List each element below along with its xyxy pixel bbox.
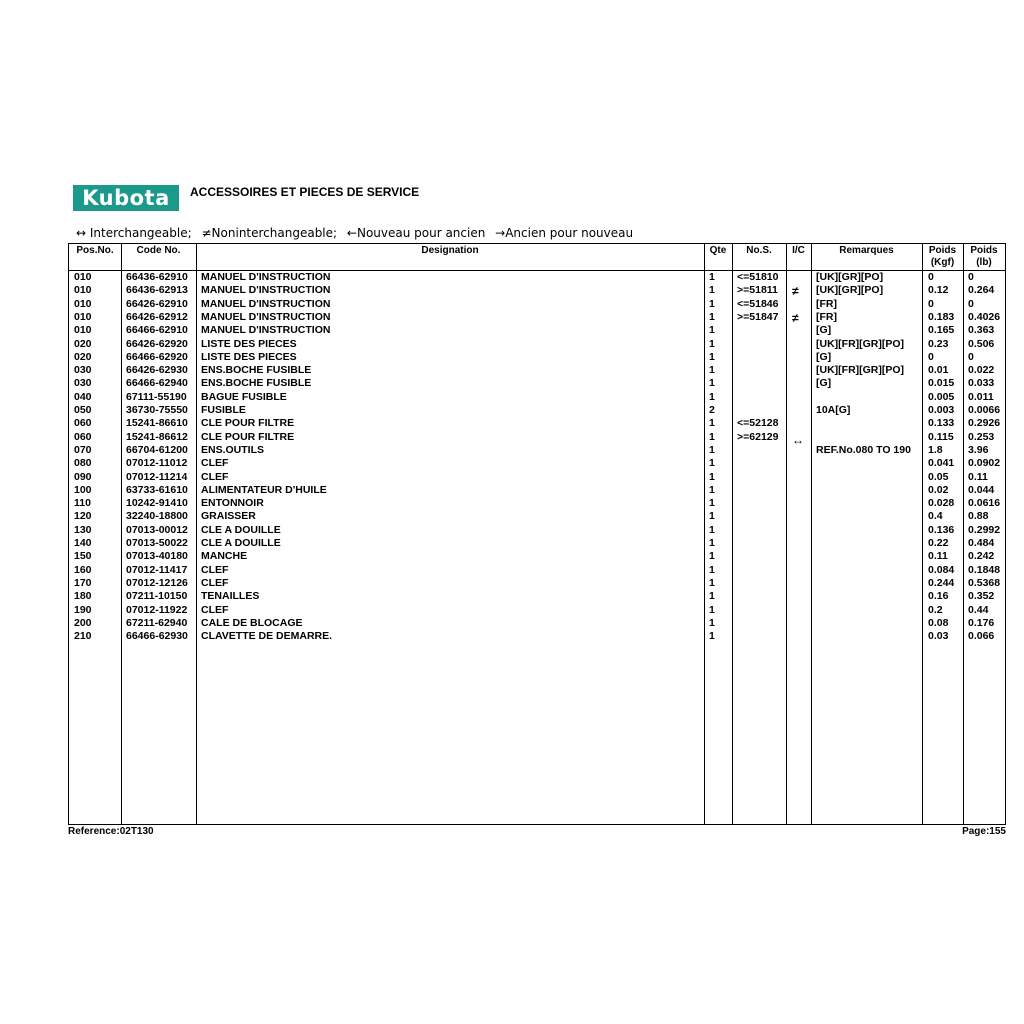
cell-kgf: 0.005 <box>928 390 955 403</box>
legend-interchangeable: ↔ Interchangeable; <box>76 226 192 240</box>
cell-qte: 1 <box>709 576 715 589</box>
cell-designation: CLE A DOUILLE <box>201 523 281 536</box>
cell-code: 66426-62912 <box>126 310 188 323</box>
cell-kgf: 0.22 <box>928 537 949 549</box>
legend <box>76 226 639 240</box>
cell-designation: CLEF <box>201 470 229 483</box>
cell-kgf: 0.4 <box>928 510 943 523</box>
cell-designation: MANUEL D'INSTRUCTION <box>201 310 331 323</box>
cell-code: 66426-62910 <box>126 297 188 310</box>
cell-lb: 0 <box>968 271 974 283</box>
cell-qte: 1 <box>709 457 715 470</box>
cell-code: 15241-86610 <box>126 417 188 430</box>
cell-code: 66466-62940 <box>126 377 188 390</box>
column-header-code: Code No. <box>136 245 181 256</box>
cell-pos: 080 <box>74 457 92 470</box>
table-row <box>69 617 1005 630</box>
cell-qte: 1 <box>709 470 715 483</box>
cell-code: 36730-75550 <box>126 404 188 416</box>
cell-designation: LISTE DES PIECES <box>201 337 297 350</box>
cell-remarques: REF.No.080 TO 190 <box>816 443 911 456</box>
table-row <box>69 338 1005 351</box>
cell-code: 07012-11012 <box>126 457 188 470</box>
table-row <box>69 298 1005 311</box>
cell-qte: 1 <box>709 563 715 576</box>
cell-pos: 070 <box>74 443 92 456</box>
cell-qte: 1 <box>709 337 715 350</box>
cell-designation: ENS.OUTILS <box>201 443 265 456</box>
cell-pos: 010 <box>74 284 92 297</box>
cell-pos: 020 <box>74 350 92 363</box>
table-row <box>69 510 1005 523</box>
cell-nos: <=51810 <box>737 271 779 283</box>
cell-code: 66466-62930 <box>126 630 188 643</box>
cell-code: 66426-62920 <box>126 337 188 350</box>
cell-lb: 3.96 <box>968 443 989 456</box>
column-header-designation: Designation <box>421 245 479 256</box>
cell-designation: CLEF <box>201 576 229 589</box>
cell-qte: 1 <box>709 417 715 430</box>
cell-lb: 0.033 <box>968 377 995 390</box>
column-header-pos: Pos.No. <box>76 245 114 256</box>
cell-pos: 010 <box>74 271 92 283</box>
cell-pos: 100 <box>74 483 92 496</box>
column-header-kgf: Poids (Kgf) <box>928 245 957 268</box>
cell-designation: MANUEL D'INSTRUCTION <box>201 297 331 310</box>
cell-remarques: [UK][GR][PO] <box>816 271 884 283</box>
table-row <box>69 590 1005 603</box>
cell-code: 66466-62920 <box>126 350 188 363</box>
table-row <box>69 524 1005 537</box>
cell-kgf: 0.12 <box>928 284 949 297</box>
table-row <box>69 404 1005 417</box>
column-header-remarques: Remarques <box>839 245 894 256</box>
table-row <box>69 324 1005 337</box>
cell-kgf: 0 <box>928 271 934 283</box>
cell-kgf: 0.136 <box>928 523 955 536</box>
cell-code: 07013-00012 <box>126 523 188 536</box>
cell-nos: >=51847 <box>737 310 779 323</box>
cell-qte: 1 <box>709 603 715 616</box>
page-number: Page:155 <box>962 826 1006 837</box>
parts-table <box>68 243 1006 825</box>
table-row <box>69 484 1005 497</box>
cell-nos: >=51811 <box>737 284 778 297</box>
cell-lb: 0.2992 <box>968 523 1001 536</box>
cell-remarques: [UK][GR][PO] <box>816 284 884 297</box>
cell-code: 67211-62940 <box>126 616 188 629</box>
cell-kgf: 0.03 <box>928 630 949 643</box>
cell-lb: 0.066 <box>968 630 995 643</box>
cell-qte: 1 <box>709 590 715 603</box>
reference-number: Reference:02T130 <box>68 826 154 837</box>
cell-designation: ALIMENTATEUR D'HUILE <box>201 483 327 496</box>
cell-qte: 1 <box>709 497 715 510</box>
cell-remarques: [UK][FR][GR][PO] <box>816 337 905 350</box>
cell-pos: 180 <box>74 590 92 603</box>
cell-remarques: [G] <box>816 377 832 390</box>
cell-designation: MANUEL D'INSTRUCTION <box>201 271 331 283</box>
cell-qte: 1 <box>709 483 715 496</box>
cell-pos: 200 <box>74 616 92 629</box>
cell-lb: 0.1848 <box>968 563 1001 576</box>
cell-code: 66704-61200 <box>126 443 188 456</box>
cell-designation: CLEF <box>201 457 229 470</box>
table-row <box>69 577 1005 590</box>
cell-lb: 0.0066 <box>968 404 1001 416</box>
cell-kgf: 0.133 <box>928 417 955 430</box>
cell-designation: MANUEL D'INSTRUCTION <box>201 324 331 337</box>
cell-qte: 1 <box>709 364 715 377</box>
table-row <box>69 444 1005 457</box>
cell-lb: 0.022 <box>968 364 995 377</box>
cell-qte: 2 <box>709 404 715 416</box>
cell-qte: 1 <box>709 523 715 536</box>
cell-nos: <=51846 <box>737 297 779 310</box>
cell-remarques: [UK][FR][GR][PO] <box>816 364 905 377</box>
cell-code: 07012-12126 <box>126 576 188 589</box>
cell-lb: 0.044 <box>968 483 995 496</box>
cell-code: 66466-62910 <box>126 324 188 337</box>
cell-qte: 1 <box>709 537 715 549</box>
cell-designation: MANCHE <box>201 550 248 563</box>
cell-qte: 1 <box>709 630 715 643</box>
cell-lb: 0.253 <box>968 430 995 443</box>
cell-lb: 0.363 <box>968 324 995 337</box>
cell-pos: 060 <box>74 430 92 443</box>
cell-qte: 1 <box>709 284 715 297</box>
kubota-logo: Kubota <box>73 185 179 211</box>
cell-pos: 040 <box>74 390 92 403</box>
cell-code: 32240-18800 <box>126 510 188 523</box>
cell-designation: GRAISSER <box>201 510 256 523</box>
cell-qte: 1 <box>709 550 715 563</box>
cell-remarques: 10A[G] <box>816 404 851 416</box>
table-row <box>69 471 1005 484</box>
cell-designation: ENS.BOCHE FUSIBLE <box>201 364 312 377</box>
table-row <box>69 630 1005 643</box>
cell-qte: 1 <box>709 430 715 443</box>
cell-code: 66426-62930 <box>126 364 188 377</box>
cell-lb: 0.0902 <box>968 457 1001 470</box>
cell-lb: 0.0616 <box>968 497 1001 510</box>
cell-lb: 0.264 <box>968 284 995 297</box>
cell-designation: CLEF <box>201 563 229 576</box>
cell-qte: 1 <box>709 324 715 337</box>
cell-designation: CLEF <box>201 603 229 616</box>
cell-lb: 0.5368 <box>968 576 1001 589</box>
cell-kgf: 0.05 <box>928 470 949 483</box>
table-row <box>69 564 1005 577</box>
legend-noninterchangeable: ≠Noninterchangeable; <box>201 226 338 240</box>
page-title: ACCESSOIRES ET PIECES DE SERVICE <box>190 185 420 199</box>
cell-lb: 0.2926 <box>968 417 1001 430</box>
cell-code: 07012-11214 <box>126 470 188 483</box>
cell-lb: 0.242 <box>968 550 995 563</box>
column-header-qte: Qte <box>709 245 727 256</box>
cell-designation: ENTONNOIR <box>201 497 264 510</box>
cell-pos: 090 <box>74 470 92 483</box>
cell-kgf: 0.015 <box>928 377 955 390</box>
cell-kgf: 0.23 <box>928 337 949 350</box>
cell-lb: 0.011 <box>968 390 994 403</box>
cell-qte: 1 <box>709 390 715 403</box>
cell-pos: 010 <box>74 310 92 323</box>
cell-lb: 0.484 <box>968 537 995 549</box>
cell-kgf: 0.041 <box>928 457 955 470</box>
cell-code: 10242-91410 <box>126 497 188 510</box>
cell-code: 07012-11922 <box>126 603 188 616</box>
cell-pos: 010 <box>74 324 92 337</box>
cell-nos: <=52128 <box>737 417 779 430</box>
cell-pos: 210 <box>74 630 92 643</box>
table-row <box>69 457 1005 470</box>
table-row <box>69 377 1005 390</box>
cell-designation: CLE POUR FILTRE <box>201 417 295 430</box>
cell-pos: 060 <box>74 417 92 430</box>
cell-lb: 0.352 <box>968 590 995 603</box>
cell-designation: ENS.BOCHE FUSIBLE <box>201 377 312 390</box>
cell-lb: 0.88 <box>968 510 989 523</box>
cell-lb: 0.176 <box>968 616 995 629</box>
cell-designation: CLAVETTE DE DEMARRE. <box>201 630 333 643</box>
cell-kgf: 0 <box>928 350 934 363</box>
cell-kgf: 0.08 <box>928 616 949 629</box>
cell-designation: BAGUE FUSIBLE <box>201 390 287 403</box>
cell-nos: >=62129 <box>737 430 779 443</box>
cell-kgf: 0.003 <box>928 404 955 416</box>
cell-code: 63733-61610 <box>126 483 188 496</box>
legend-old-for-new: →Ancien pour nouveau <box>495 226 634 240</box>
cell-code: 07013-50022 <box>126 537 188 549</box>
cell-pos: 160 <box>74 563 92 576</box>
cell-code: 66436-62910 <box>126 271 188 283</box>
cell-kgf: 0.115 <box>928 430 954 443</box>
table-row <box>69 271 1005 284</box>
cell-qte: 1 <box>709 616 715 629</box>
legend-new-for-old: ←Nouveau pour ancien <box>346 226 486 240</box>
cell-kgf: 0.084 <box>928 563 955 576</box>
cell-pos: 170 <box>74 576 92 589</box>
table-row <box>69 351 1005 364</box>
cell-lb: 0.4026 <box>968 310 1001 323</box>
cell-remarques: [G] <box>816 324 832 337</box>
cell-pos: 030 <box>74 364 92 377</box>
table-row <box>69 604 1005 617</box>
cell-code: 07012-11417 <box>126 563 188 576</box>
cell-qte: 1 <box>709 297 715 310</box>
table-row <box>69 364 1005 377</box>
cell-kgf: 0 <box>928 297 934 310</box>
cell-qte: 1 <box>709 377 715 390</box>
cell-pos: 020 <box>74 337 92 350</box>
table-row <box>69 417 1005 430</box>
table-row <box>69 550 1005 563</box>
cell-ic: ≠ <box>792 284 799 299</box>
cell-kgf: 0.2 <box>928 603 943 616</box>
cell-ic: ↔ <box>792 432 804 447</box>
cell-pos: 110 <box>74 497 91 510</box>
table-row <box>69 391 1005 404</box>
cell-pos: 150 <box>74 550 92 563</box>
cell-kgf: 0.11 <box>928 550 948 563</box>
cell-kgf: 1.8 <box>928 443 943 456</box>
cell-pos: 120 <box>74 510 92 523</box>
cell-kgf: 0.02 <box>928 483 949 496</box>
cell-remarques: [FR] <box>816 297 837 310</box>
cell-code: 07013-40180 <box>126 550 188 563</box>
cell-qte: 1 <box>709 443 715 456</box>
cell-code: 07211-10150 <box>126 590 188 603</box>
cell-lb: 0 <box>968 350 974 363</box>
cell-qte: 1 <box>709 510 715 523</box>
cell-kgf: 0.028 <box>928 497 955 510</box>
cell-designation: CALE DE BLOCAGE <box>201 616 303 629</box>
cell-pos: 010 <box>74 297 92 310</box>
cell-kgf: 0.244 <box>928 576 955 589</box>
cell-pos: 140 <box>74 537 92 549</box>
cell-qte: 1 <box>709 271 715 283</box>
cell-lb: 0.11 <box>968 470 988 483</box>
column-header-ic: I/C <box>792 245 805 256</box>
cell-kgf: 0.01 <box>928 364 949 377</box>
cell-qte: 1 <box>709 350 715 363</box>
cell-kgf: 0.183 <box>928 310 955 323</box>
cell-pos: 030 <box>74 377 92 390</box>
cell-designation: FUSIBLE <box>201 404 246 416</box>
table-row <box>69 537 1005 550</box>
cell-pos: 050 <box>74 404 92 416</box>
cell-designation: TENAILLES <box>201 590 260 603</box>
cell-designation: MANUEL D'INSTRUCTION <box>201 284 331 297</box>
cell-lb: 0.44 <box>968 603 989 616</box>
cell-kgf: 0.16 <box>928 590 949 603</box>
cell-lb: 0.506 <box>968 337 995 350</box>
cell-qte: 1 <box>709 310 715 323</box>
cell-ic: ≠ <box>792 310 799 325</box>
cell-lb: 0 <box>968 297 974 310</box>
table-row <box>69 430 1005 447</box>
column-header-nos: No.S. <box>746 245 772 256</box>
cell-code: 15241-86612 <box>126 430 188 443</box>
cell-pos: 190 <box>74 603 92 616</box>
cell-remarques: [FR] <box>816 310 837 323</box>
table-row <box>69 311 1005 324</box>
cell-pos: 130 <box>74 523 92 536</box>
cell-designation: CLE A DOUILLE <box>201 537 281 549</box>
column-header-lb: Poids (lb) <box>970 245 998 268</box>
table-row <box>69 284 1005 297</box>
cell-designation: CLE POUR FILTRE <box>201 430 295 443</box>
cell-code: 67111-55190 <box>126 390 187 403</box>
cell-code: 66436-62913 <box>126 284 188 297</box>
table-row <box>69 497 1005 510</box>
cell-remarques: [G] <box>816 350 832 363</box>
cell-kgf: 0.165 <box>928 324 955 337</box>
cell-designation: LISTE DES PIECES <box>201 350 297 363</box>
